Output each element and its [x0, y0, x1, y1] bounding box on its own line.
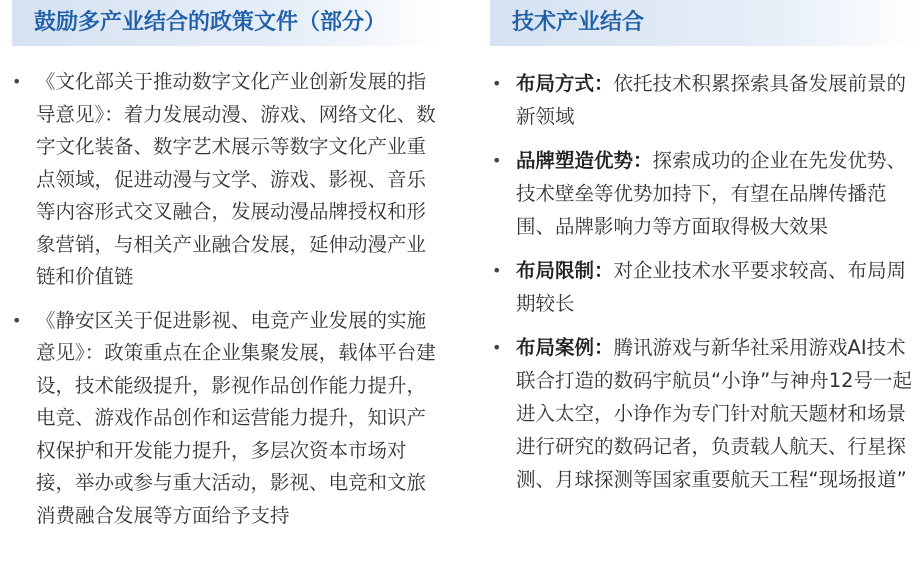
list-item-text: 《文化部关于推动数字文化产业创新发展的指导意见》：着力发展动漫、游戏、网络文化、数字文化装备、数字艺术展示等数字文化产业重点领域，促进动漫与文学、游戏、影视、音乐等内容形式交叉融合，发展动漫品牌授权和形象营销，与相关产业融合发展，延伸动漫产业链和价值链 [36, 70, 436, 288]
bullet-icon: • [492, 151, 502, 170]
list-item-text: 对企业技术水平要求较高、布局周期较长 [516, 259, 907, 315]
list-item-term: 品牌塑造优势： [516, 149, 653, 172]
policy-list [12, 66, 442, 532]
bullet-icon: • [12, 72, 22, 91]
tech-industry-panel-title: 技术产业结合 [490, 0, 920, 46]
tech-industry-list [490, 67, 920, 496]
list-item-text: 《静安区关于促进影视、电竞产业发展的实施意见》：政策重点在企业集聚发展，载体平台建设，技术能级提升，影视作品创作能力提升，电竞、游戏作品创作和运营能力提升，知识产权保护和开发能力提升，多层次资本市场对接，举办或参与重大活动，影视、电竞和文旅消费融合发展等方面给予支持 [36, 308, 436, 527]
bullet-icon: • [492, 261, 502, 280]
list-item-text: 腾讯游戏与新华社采用游戏AI技术联合打造的数码宇航员“小诤”与神舟12号一起进入太空，小诤作为专门针对航天题材和场景进行研究的数码记者，负责载人航天、行星探测、月球探测等国家重要航天工程“现场报道” [516, 336, 913, 491]
list-item-text: 探索成功的企业在先发优势、技术壁垒等优势加持下，有望在品牌传播范围、品牌影响力等方面取得极大效果 [516, 149, 907, 238]
list-item-term: 布局限制： [516, 259, 614, 282]
bullet-icon: • [492, 74, 502, 93]
bullet-icon: • [492, 338, 502, 357]
list-item-term: 布局方式： [516, 72, 614, 95]
list-item [490, 331, 920, 496]
list-item [490, 67, 920, 133]
list-item-text: 依托技术积累探索具备发展前景的新领域 [516, 72, 907, 128]
list-item [12, 305, 442, 533]
policy-panel [12, 0, 442, 543]
bullet-icon: • [12, 310, 22, 330]
tech-industry-panel [490, 0, 920, 507]
list-item [490, 254, 920, 320]
list-item [12, 66, 442, 294]
list-item-term: 布局案例： [516, 336, 614, 359]
list-item [490, 144, 920, 243]
policy-panel-title: 鼓励多产业结合的政策文件（部分） [12, 0, 442, 46]
